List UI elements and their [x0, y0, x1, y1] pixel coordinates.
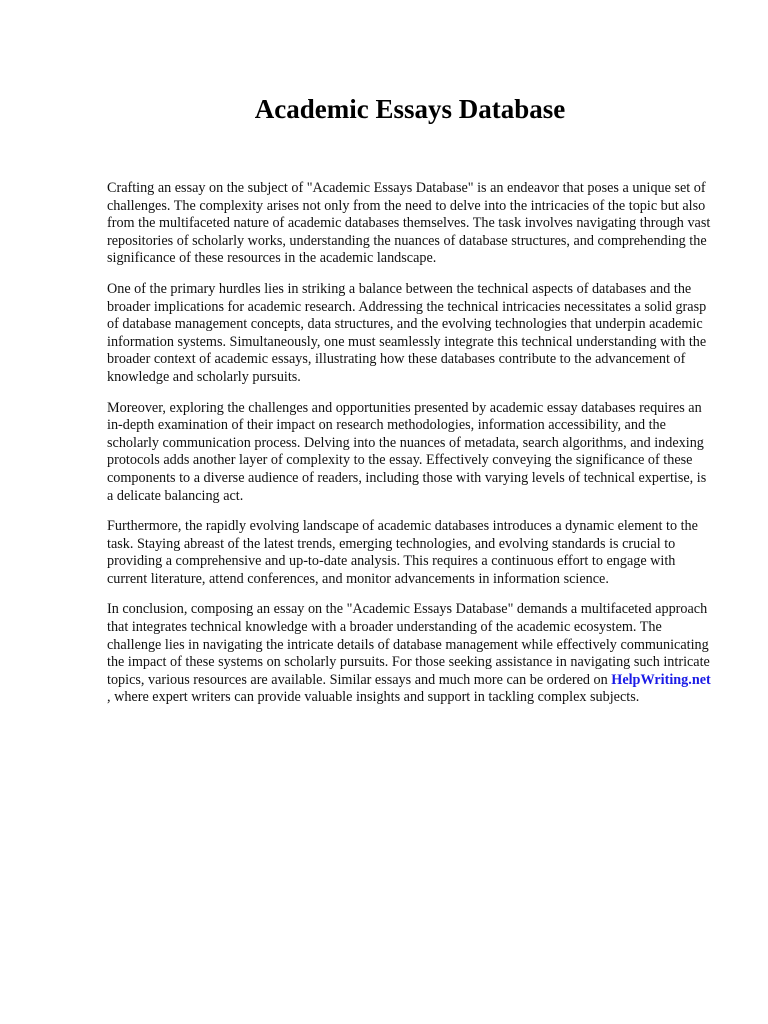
paragraph-2: One of the primary hurdles lies in striking a balance between the technical aspects of databases and the broader implications for academic research. Addressing the technical intricacies necessitates a solid grasp of database management concepts, data structures, and the evolving technologies that underpin academic information systems. Simultaneously, one must seamlessly integrate this technical understanding with the broader context of academic essays, illustrating how these databases contribute to the advancement of knowledge and scholarly pursuits.: [107, 280, 707, 385]
paragraph-5: [107, 601, 715, 707]
page-title: Academic Essays Database: [254, 94, 566, 124]
paragraph-1: Crafting an essay on the subject of "Academic Essays Database" is an endeavor that poses a unique set of challenges. The complexity arises not only from the need to delve into the intricacies of the topic but also from the multifaceted nature of academic databases themselves. The task involves navigating through vast repositories of scholarly works, understanding the nuances of database structures, and comprehending the significance of these resources in the academic landscape.: [107, 180, 711, 267]
paragraph-4: Furthermore, the rapidly evolving landscape of academic databases introduces a dynamic element to the task. Staying abreast of the latest trends, emerging technologies, and evolving standards is crucial to providing a comprehensive and up-to-date analysis. This requires a continuous effort to engage with current literature, attend conferences, and monitor advancements in information science.: [107, 518, 698, 587]
paragraph-3: Moreover, exploring the challenges and opportunities presented by academic essay databases requires an in-depth examination of their impact on research methodologies, information accessibility, and the scholarly communication process. Delving into the nuances of metadata, search algorithms, and indexing protocols adds another layer of complexity to the essay. Effectively conveying the significance of these components to a diverse audience of readers, including those with varying levels of technical expertise, is a delicate balancing act.: [107, 399, 707, 504]
document-body: [107, 180, 715, 720]
paragraph-5-text-before-link: In conclusion, composing an essay on the "Academic Essays Database" demands a multifaceted approach that integrates technical knowledge with a broader understanding of the academic ecosystem. The challenge lies in navigating the intricate details of database management while effectively communicating the impact of these systems on scholarly pursuits. For those seeking assistance in navigating such intricate topics, various resources are available. Similar essays and much more can be ordered on: [107, 601, 710, 688]
helpwriting-link[interactable]: HelpWriting.net: [611, 671, 711, 688]
paragraph-5-text-after-link: , where expert writers can provide valuable insights and support in tackling complex subjects.: [107, 689, 640, 706]
